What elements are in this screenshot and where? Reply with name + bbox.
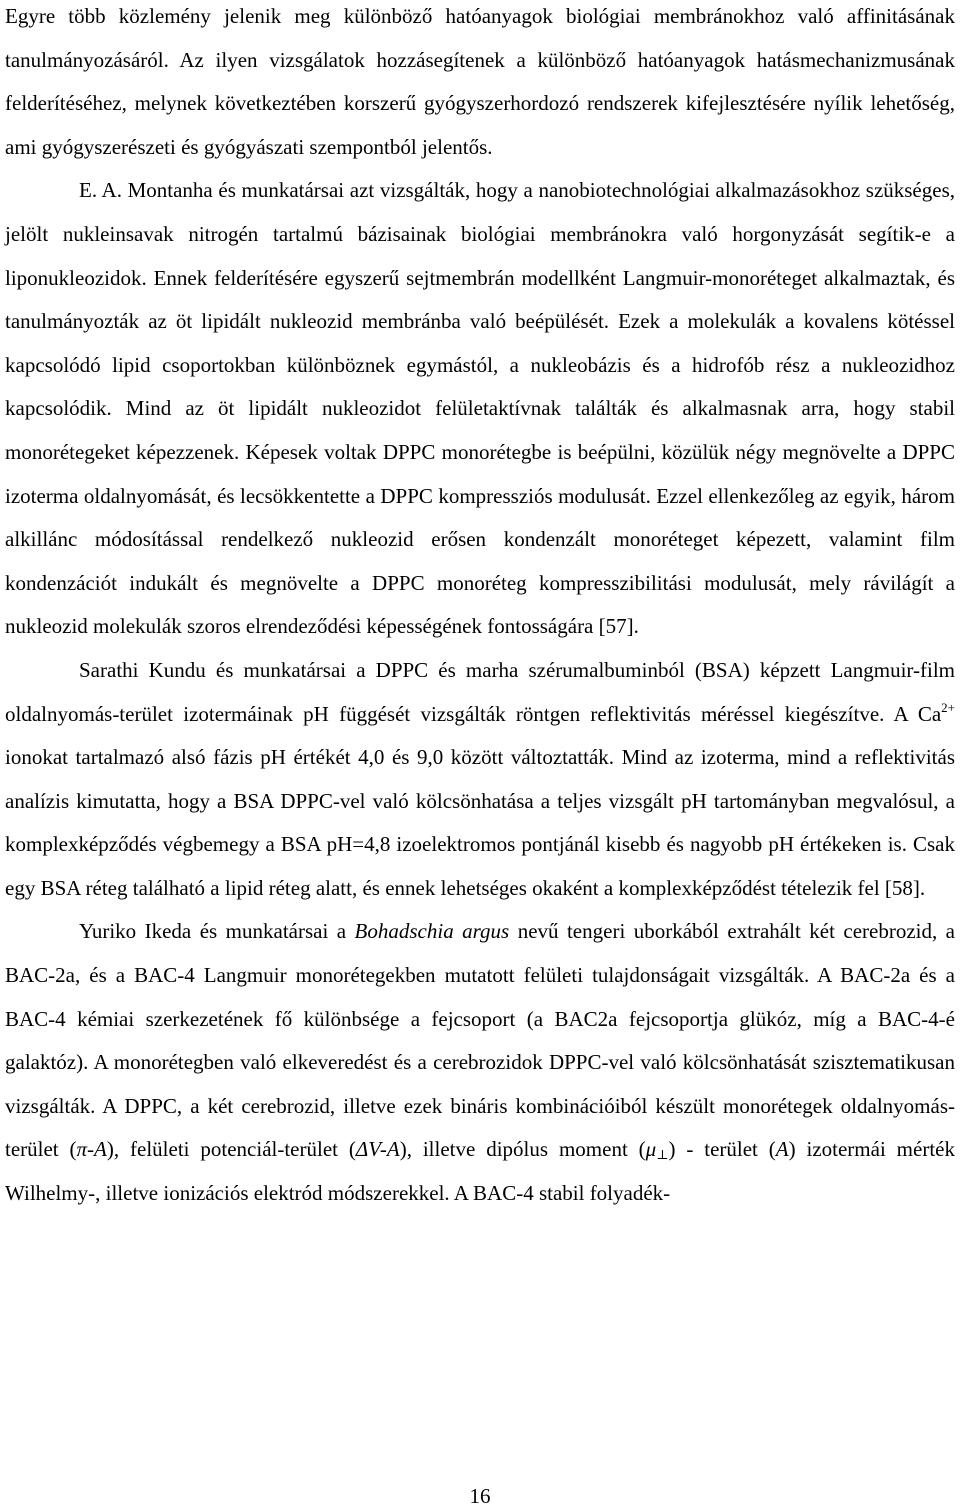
paragraph-text-part: ), illetve dipólus moment ( xyxy=(399,1137,646,1162)
math-area-a: A xyxy=(775,1137,789,1162)
math-perpendicular-subscript: ⊥ xyxy=(656,1147,669,1163)
paragraph-text-part: ) izotermái mérték Wilhelmy-, illetve ionizációs elektród módszerekkel. A BAC-4 stabil folyadék- xyxy=(5,1137,955,1206)
paragraph-text-part: ), felületi potenciál-terület ( xyxy=(106,1137,356,1162)
species-name: Bohadschia argus xyxy=(354,919,510,944)
paragraph-text-part: ) - terület ( xyxy=(668,1137,776,1162)
math-dipole-mu: μ xyxy=(645,1137,657,1162)
math-delta-v-a: ΔV-A xyxy=(355,1137,400,1162)
paragraph-kundu-bsa-dppc xyxy=(5,649,955,911)
page-number: 16 xyxy=(469,1484,491,1508)
paragraph-montanha-liponucleosides: E. A. Montanha és munkatársai azt vizsgálták, hogy a nanobiotechnológiai alkalmazásokhoz szükséges, jelölt nukleinsavak nitrogén tartalmú bázisainak biológiai membránokra való horgonyzását segítik-e a liponukleozidok. Ennek felderítésére egyszerű sejtmembrán modellként Langmuir-monoréteget alkalmaztak, és tanulmányozták az öt lipidált nukleozid membránba való beépülését. Ezek a molekulák a kovalens kötéssel kapcsolódó lipid csoportokban különböznek egymástól, a nukleobázis és a hidrofób rész a nukleozidhoz kapcsolódik. Mind az öt lipidált nukleozidot felületaktívnak találták és alkalmasnak arra, hogy stabil monorétegeket képezzenek. Képesek voltak DPPC monorétegbe is beépülni, közülük négy megnövelte a DPPC izoterma oldalnyomását, és lecsökkentette a DPPC kompressziós modulusát. Ezzel ellenkezőleg az egyik, három alkillánc módosítással rendelkező nukleozid erősen kondenzált monoréteget képezett, valamint film kondenzációt indukált és megnövelte a DPPC monoréteg kompresszibilitási modulusát, mely rávilágít a nukleozid molekulák szoros elrendeződési képességének fontosságára [57]. xyxy=(5,178,955,639)
document-page xyxy=(5,0,955,1216)
paragraph-text-part: nevű tengeri uborkából extrahált két cerebrozid, a BAC-2a, és a BAC-4 Langmuir monorétegekben mutatott felületi tulajdonságait vizsgálták. A BAC-2a és a BAC-4 kémiai szerkezetének fő különbsége a fejcsoport (a BAC2a fejcsoportja glükóz, míg a BAC-4-é galaktóz). A monorétegben való elkeveredést és a cerebrozidok DPPC-vel való kölcsönhatását szisztematikusan vizsgálták. A DPPC, a két cerebrozid, illetve ezek bináris kombinációiból készült monorétegek oldalnyomás-terület ( xyxy=(5,919,956,1162)
paragraph-text-part: ionokat tartalmazó alsó fázis pH értékét 4,0 és 9,0 között változtatták. Mind az izoterma, mind a reflektivitás analízis kimutatta, hogy a BSA DPPC-vel való kölcsönhatása a teljes vizsgált pH tartományban megvalósul, a komplexképződés végbemegy a BSA pH=4,8 izoelektromos pontjánál kisebb és nagyobb pH értékeken is. Csak egy BSA réteg található a lipid réteg alatt, és ennek lehetséges okaként a komplexképződést tételezik fel [58]. xyxy=(5,745,955,900)
calcium-charge-superscript: 2+ xyxy=(941,699,955,715)
paragraph-text-part: Sarathi Kundu és munkatársai a DPPC és marha szérumalbuminból (BSA) képzett Langmuir-film oldalnyomás-terület izotermáinak pH függését vizsgálták röntgen reflektivitás méréssel kiegészítve. A Ca xyxy=(5,657,955,726)
paragraph-text-part: Yuriko Ikeda és munkatársai a xyxy=(79,919,355,944)
paragraph-ikeda-cerebrosides xyxy=(5,910,955,1215)
math-pi-a: π-A xyxy=(76,1137,107,1162)
paragraph-drug-membrane-affinity: Egyre több közlemény jelenik meg különböző hatóanyagok biológiai membránokhoz való affinitásának tanulmányozásáról. Az ilyen vizsgálatok hozzásegítenek a különböző hatóanyagok hatásmechanizmusának felderítéséhez, melynek következtében korszerű gyógyszerhordozó rendszerek kifejlesztésére nyílik lehetőség, ami gyógyszerészeti és gyógyászati szempontból jelentős. xyxy=(5,4,955,159)
